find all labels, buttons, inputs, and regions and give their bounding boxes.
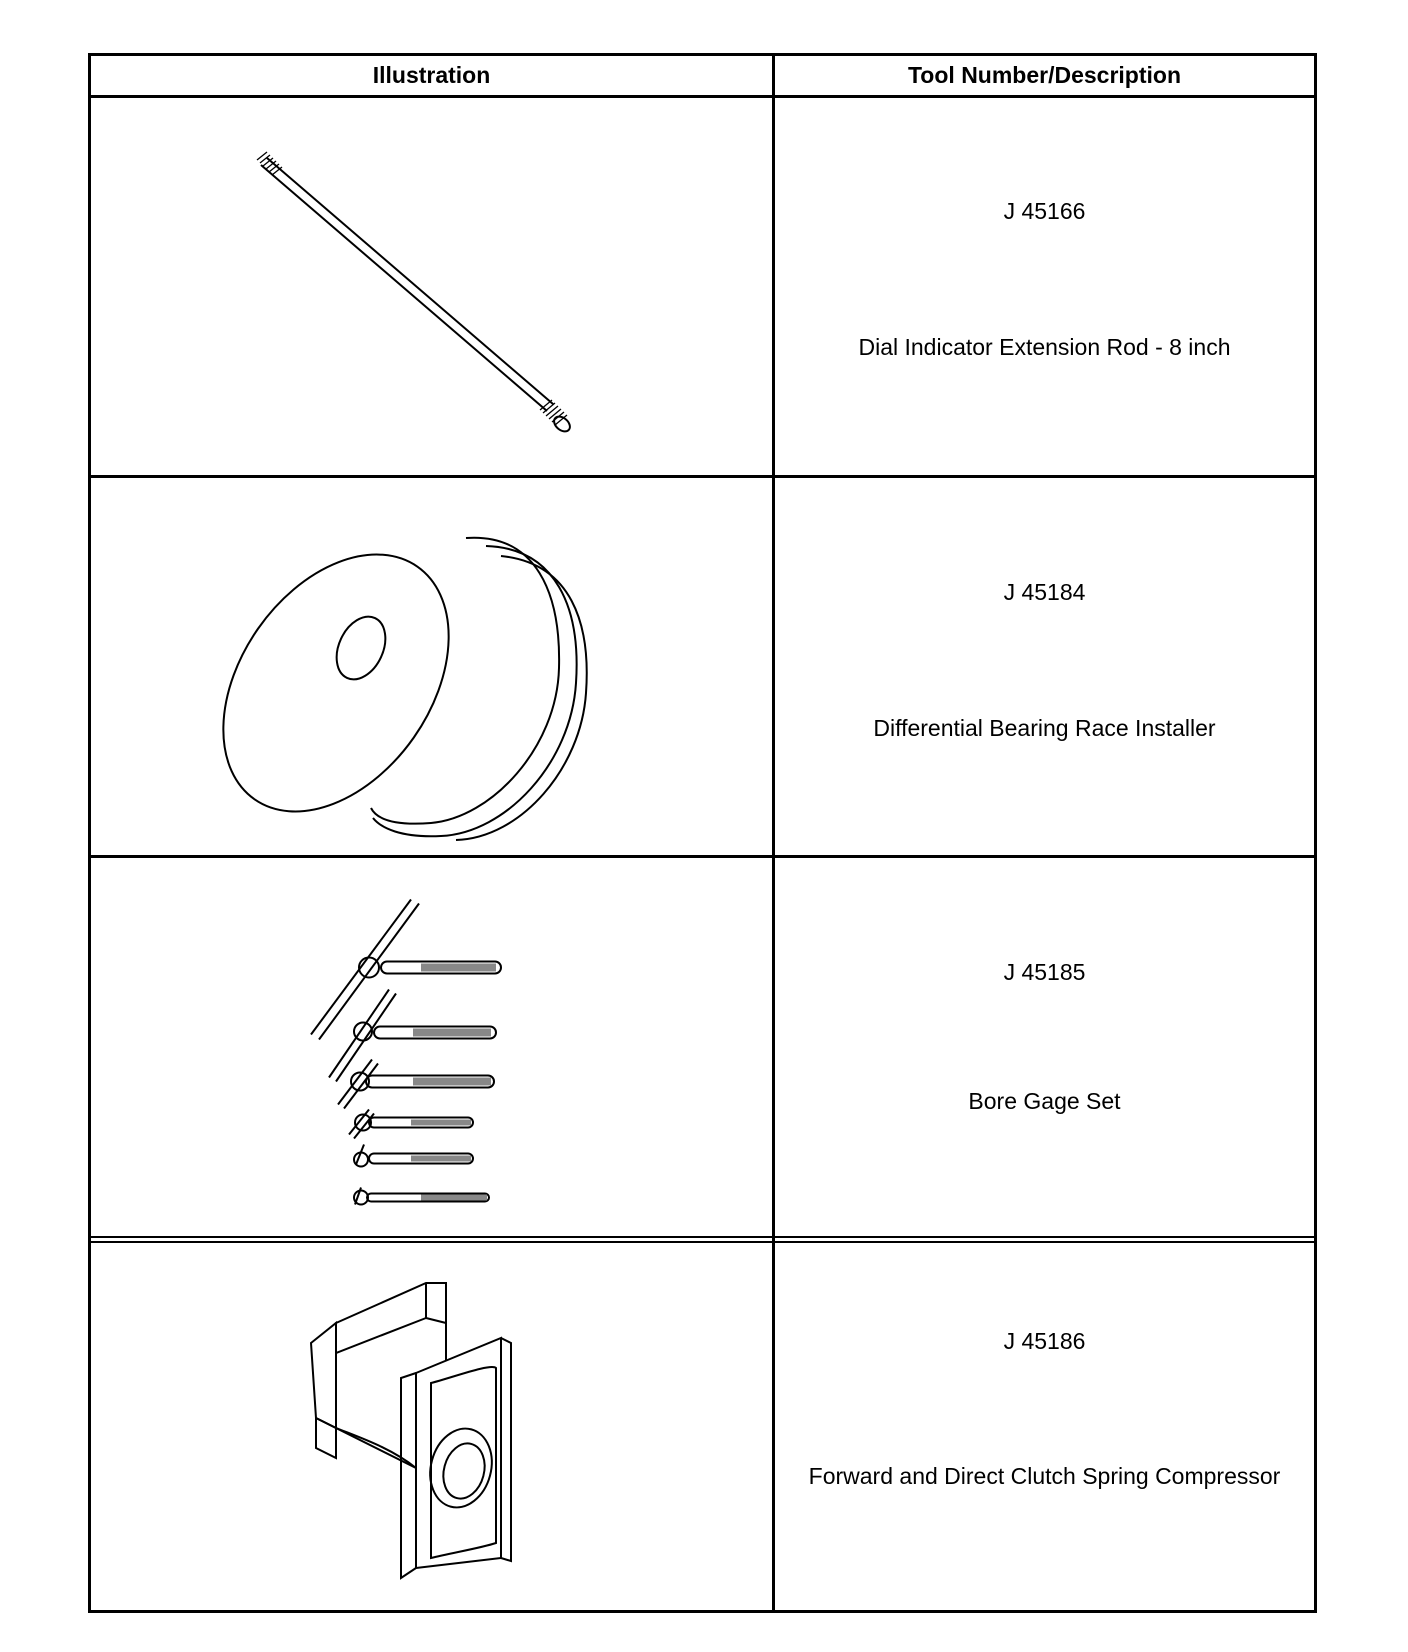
header-tool-number-description: Tool Number/Description: [907, 62, 1182, 88]
tool-number: J 45185: [1003, 959, 1086, 985]
tool-description: Differential Bearing Race Installer: [873, 715, 1216, 741]
tool-info: [775, 98, 1314, 475]
extension-rod-drawing: [91, 98, 772, 475]
table-header-row: [91, 56, 1314, 98]
bore-gage-set-illustration: [91, 858, 772, 1238]
table-row: [91, 98, 1314, 478]
table-row: [91, 858, 1314, 1238]
tool-info: [775, 478, 1314, 855]
bore-gage-set-drawing: [91, 858, 772, 1238]
table-row: [91, 1243, 1314, 1610]
tool-info: [775, 1243, 1314, 1610]
tool-description: Bore Gage Set: [968, 1088, 1121, 1114]
spring-compressor-illustration: [91, 1243, 772, 1610]
row-divider: [91, 1236, 1314, 1238]
tool-info: [775, 858, 1314, 1235]
header-illustration: Illustration: [372, 62, 491, 88]
tool-description: Forward and Direct Clutch Spring Compressor: [808, 1463, 1281, 1489]
extension-rod-illustration: [91, 98, 772, 475]
tool-number: J 45186: [1003, 1328, 1086, 1354]
spring-compressor-drawing: [91, 1243, 772, 1610]
tools-table: [88, 53, 1317, 1613]
tool-number: J 45166: [1003, 198, 1086, 224]
race-installer-illustration: [91, 478, 772, 855]
table-row: [91, 478, 1314, 858]
tool-description: Dial Indicator Extension Rod - 8 inch: [858, 334, 1231, 360]
tool-number: J 45184: [1003, 579, 1086, 605]
race-installer-drawing: [91, 478, 772, 855]
